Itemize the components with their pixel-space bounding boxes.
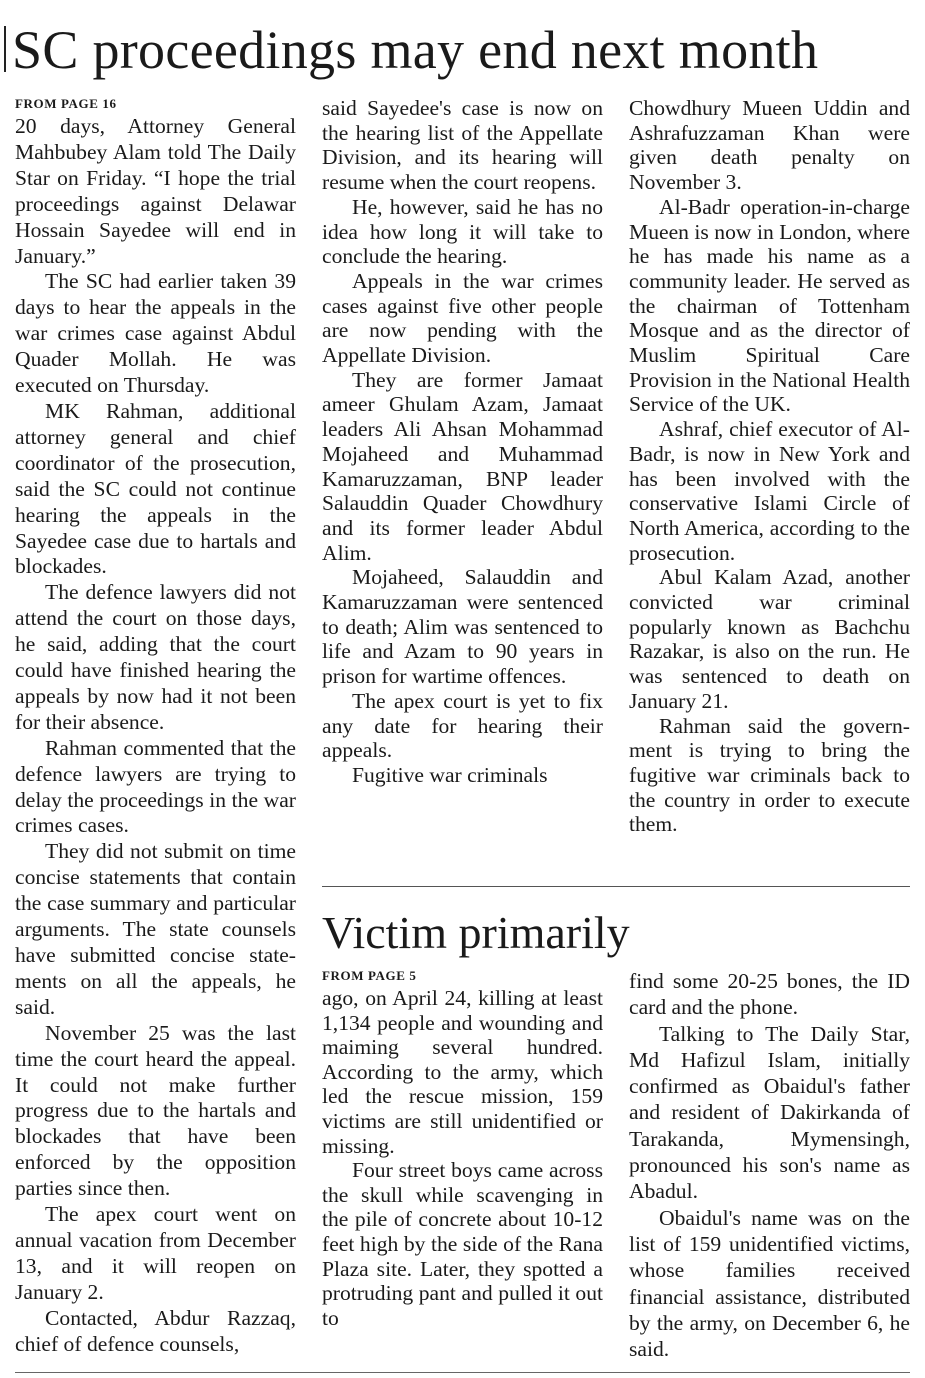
paragraph: MK Rahman, additional attorney general and chief coordinator of the prosecution, said the SC could not continue hearing the appeals in the Sayedee case due to hartals and blockades. <box>15 398 296 579</box>
paragraph: The SC had earlier taken 39 days to hear the appeals in the war crimes case against Abdul Quader Mollah. He was executed on Thursday. <box>15 269 296 398</box>
paragraph: Al-Badr operation-in-charge Mueen is now in London, where he has made his name as a community leader. He served as the chairman of Tottenham Mosque and as the director of Muslim Spiritual Care Provision in the National Health Service of the UK. <box>629 194 910 417</box>
story2-column-2 <box>629 968 910 1362</box>
story2-jump-line: FROM PAGE 5 <box>322 968 417 983</box>
story1-column-3 <box>629 96 910 837</box>
paragraph: 20 days, Attorney General Mahbubey Alam told The Daily Star on Friday. “I hope the trial proceedings against Delawar Hossain Sayedee will end in January.” <box>15 114 296 268</box>
paragraph: Appeals in the war crimes cases against five other people are now pending with the Appellate Division. <box>322 268 603 368</box>
paragraph: Rahman commented that the defence lawyers are trying to delay the proceedings in the war crimes cases. <box>15 735 296 838</box>
story2-headline: Victim primarily <box>322 907 630 958</box>
paragraph: The defence lawyers did not attend the court on those days, he said, adding that the court could have finished hearing the appeals by now had it not been for their absence. <box>15 580 296 734</box>
paragraph: Four street boys came across the skull while scavenging in the pile of concrete about 10-12 feet high by the side of the Rana Plaza site. Later, they spotted a protruding pant and pulled it out to <box>322 1158 603 1330</box>
paragraph: November 25 was the last time the court heard the appeal. It could not make further progress due to the hartals and blockades that have been enforced by the opposition parties since then. <box>15 1020 296 1201</box>
story1-headline: SC proceedings may end next month <box>12 20 819 80</box>
paragraph: Fugitive war criminals <box>352 762 548 787</box>
paragraph: Contacted, Abdur Razzaq, chief of defence counsels, <box>15 1305 296 1356</box>
paragraph: Obaidul's name was on the list of 159 unidentified victims, whose families received financial assistance, distributed by the army, on December 6, he said. <box>629 1205 910 1362</box>
paragraph: They are former Jamaat ameer Ghulam Azam, Jamaat leaders Ali Ahsan Mohammad Mojaheed and Muhammad Kamaruzzaman, BNP leader Salauddin Quader Chowdhury and its former leader Abdul Alim. <box>322 367 603 565</box>
bottom-rule <box>15 1372 910 1373</box>
paragraph: Abul Kalam Azad, another convicted war criminal popularly known as Bachchu Razakar, is also on the run. He was sentenced to death on January 21. <box>629 565 910 713</box>
paragraph: He, however, said he has no idea how long it will take to conclude the hearing. <box>322 194 603 269</box>
paragraph: Chowdhury Mueen Uddin and Ashrafuzzaman Khan were given death penalty on November 3. <box>629 96 910 195</box>
paragraph: The apex court is yet to fix any date for hearing their appeals. <box>322 688 603 763</box>
paragraph: The apex court went on annual vacation from December 13, and it will reopen on January 2. <box>15 1202 296 1304</box>
paragraph: Ashraf, chief executor of Al-Badr, is now in New York and has been involved with the conservative Islami Circle of North America, according to the prosecution. <box>629 417 910 565</box>
paragraph: Mojaheed, Salauddin and Kamaruzzaman were sentenced to death; Alim was sentenced to life and Azam to 90 years in prison for wartime offences. <box>322 565 603 689</box>
story1-column-2 <box>322 96 603 788</box>
paragraph: Rahman said the government is trying to bring the fugitive war criminals back to the country in order to execute them. <box>629 713 910 837</box>
paragraph: They did not submit on time concise statements that contain the case summary and particular arguments. The state counsels have submitted concise statements on all the appeals, he said. <box>15 839 296 1019</box>
story-divider <box>322 886 910 887</box>
story2-column-1 <box>322 968 603 1330</box>
story1-jump-line: FROM PAGE 16 <box>15 96 117 111</box>
paragraph: said Sayedee's case is now on the hearing list of the Appellate Division, and its hearing will resume when the court reopens. <box>322 96 603 195</box>
paragraph: ago, on April 24, killing at least 1,134 people and wounding and maiming several hundred. According to the army, which led the rescue mission, 159 victims are still unidentified or missing. <box>322 986 603 1158</box>
paragraph: Talking to The Daily Star, Md Hafizul Islam, initially confirmed as Obaidul's father and resident of Dakirkanda of Tarakanda, Mymensingh, pronounced his son's name as Abadul. <box>629 1021 910 1204</box>
paragraph: find some 20-25 bones, the ID card and the phone. <box>629 969 910 1020</box>
headline-rule <box>4 26 6 72</box>
story1-column-1 <box>15 96 296 1358</box>
